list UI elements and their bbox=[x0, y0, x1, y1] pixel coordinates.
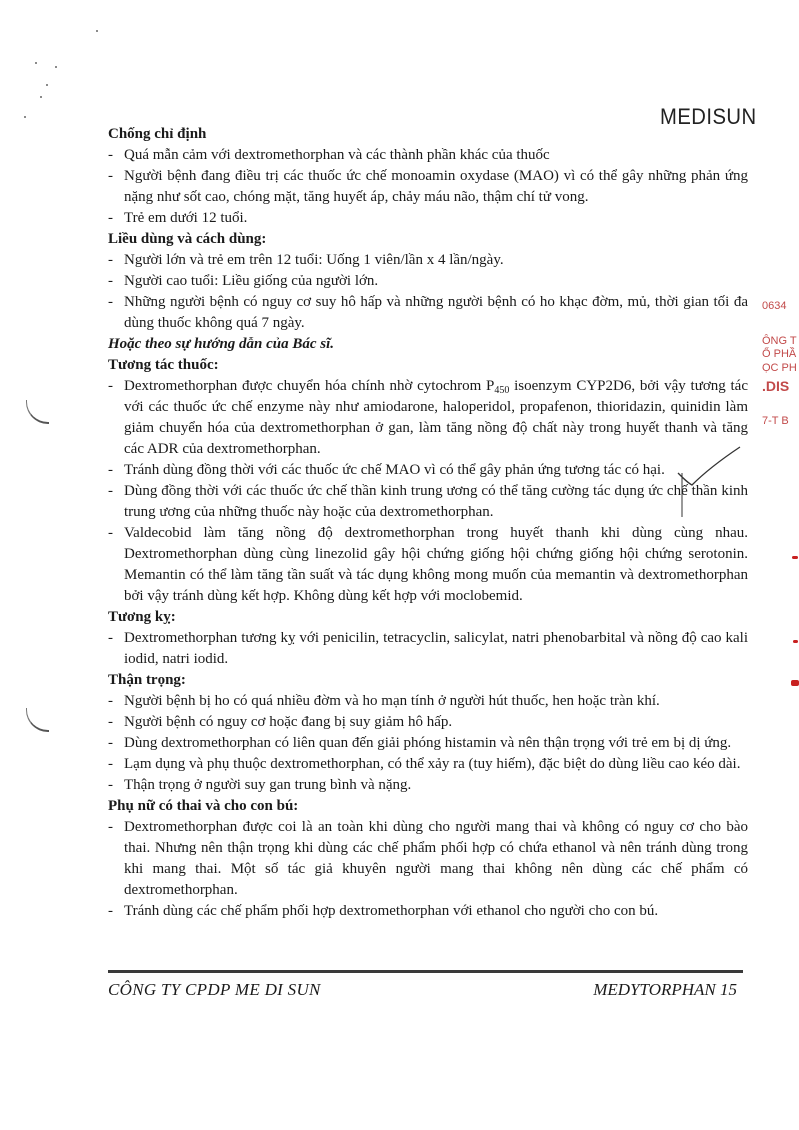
caution-heading: Thận trọng: bbox=[108, 672, 186, 688]
list-item: - Người bệnh đang điều trị các thuốc ức chế monoamin oxydase (MAO) vì có thể gây những phản ứng nặng như sốt cao, chóng mặt, tăng huyết áp, chảy máu não, thậm chí tử vong. bbox=[108, 166, 748, 208]
list-item: - Người lớn và trẻ em trên 12 tuổi: Uống 1 viên/lần x 4 lần/ngày. bbox=[108, 250, 748, 271]
dosage-heading: Liều dùng và cách dùng: bbox=[108, 231, 267, 247]
list-item: - Dùng đồng thời với các thuốc ức chế thần kinh trung ương có thể tăng cường tác dụng ức chế thần kinh trung ương của những thuốc này hoặc của dextromethorphan. bbox=[108, 481, 748, 523]
incompatibility-heading: Tương kỵ: bbox=[108, 609, 176, 625]
list-item: - Những người bệnh có nguy cơ suy hô hấp và những người bệnh có ho khạc đờm, mủ, thời gian tối đa dùng thuốc không quá 7 ngày. bbox=[108, 292, 748, 334]
interaction-text-part: Dextromethorphan được chuyển hóa chính nhờ cytochrom P bbox=[124, 378, 495, 394]
list-item: - Lạm dụng và phụ thuộc dextromethorphan, có thể xảy ra (tuy hiếm), đặc biệt do dùng liều cao kéo dài. bbox=[108, 754, 748, 775]
list-item: - Người bệnh có nguy cơ hoặc đang bị suy giảm hô hấp. bbox=[108, 712, 748, 733]
dosage-list bbox=[108, 250, 748, 334]
list-item: - Tránh dùng các chế phẩm phối hợp dextromethorphan với ethanol cho người cho con bú. bbox=[108, 901, 748, 922]
contraindications-heading: Chống chỉ định bbox=[108, 126, 207, 142]
list-item bbox=[108, 376, 748, 460]
scan-speck bbox=[46, 84, 48, 86]
incompatibility-list bbox=[108, 628, 748, 670]
list-item: - Tránh dùng đồng thời với các thuốc ức chế MAO vì có thể gây phản ứng tương tác có hại. bbox=[108, 460, 748, 481]
scan-speck bbox=[35, 62, 37, 64]
interactions-heading: Tương tác thuốc: bbox=[108, 357, 219, 373]
caution-list bbox=[108, 691, 748, 796]
list-item: - Quá mẫn cảm với dextromethorphan và các thành phần khác của thuốc bbox=[108, 145, 748, 166]
list-item: - Trẻ em dưới 12 tuổi. bbox=[108, 208, 748, 229]
punch-hole-mark bbox=[26, 400, 49, 424]
list-item: - Dextromethorphan tương kỵ với penicilin, tetracyclin, salicylat, natri phenobarbital và nồng độ cao kali iodid, natri iodid. bbox=[108, 628, 748, 670]
contraindications-list bbox=[108, 145, 748, 229]
list-item: - Người cao tuổi: Liều giống của người lớn. bbox=[108, 271, 748, 292]
scan-speck bbox=[55, 66, 57, 68]
stamp-text: .DIS bbox=[762, 378, 790, 394]
footer-company: CÔNG TY CPDP ME DI SUN bbox=[108, 980, 321, 999]
red-mark bbox=[791, 680, 799, 686]
interactions-list bbox=[108, 376, 748, 607]
list-item: - Dùng dextromethorphan có liên quan đến giải phóng histamin và nên thận trọng với trẻ em bị dị ứng. bbox=[108, 733, 748, 754]
medisun-logo: MEDISUN bbox=[660, 104, 757, 129]
stamp-text: Ổ PHẦ bbox=[762, 348, 797, 360]
stamp-text: ÔNG T bbox=[762, 335, 797, 347]
scan-speck bbox=[24, 116, 26, 118]
stamp-text: 7-T B bbox=[762, 415, 789, 427]
document-body bbox=[108, 124, 748, 922]
stamp-text: 0634 bbox=[762, 300, 787, 312]
footer-divider bbox=[108, 970, 743, 973]
handwritten-check-icon bbox=[670, 445, 750, 525]
stamp-text: ỌC PH bbox=[762, 362, 797, 374]
scan-speck bbox=[96, 30, 98, 32]
list-item: - Dextromethorphan được coi là an toàn khi dùng cho người mang thai và không có nguy cơ cho bào thai. Nhưng nên thận trọng khi dùng các chế phẩm phối hợp có chứa ethanol và nên tránh dùng trong khi mang thai. Một số tác giả khuyên người mang thai không nên dùng các chế phẩm có dextromethorphan. bbox=[108, 817, 748, 901]
punch-hole-mark bbox=[26, 708, 49, 732]
pregnancy-list bbox=[108, 817, 748, 922]
list-item: - Người bệnh bị ho có quá nhiều đờm và ho mạn tính ở người hút thuốc, hen hoặc tràn khí. bbox=[108, 691, 748, 712]
red-mark bbox=[792, 556, 798, 559]
footer-page-label: MEDYTORPHAN 15 bbox=[593, 980, 737, 999]
list-item: - Thận trọng ở người suy gan trung bình và nặng. bbox=[108, 775, 748, 796]
red-mark bbox=[793, 640, 798, 643]
list-item: - Valdecobid làm tăng nồng độ dextromethorphan trong huyết thanh khi dùng cùng nhau. Dextromethorphan dùng cùng linezolid gây hội chứng giống hội chứng giống hội chứng serotonin. Memantin có thể làm tăng tần suất và tác dụng không mong muốn của memantin và dextromethorphan bởi vậy tránh dùng kết hợp. Không dùng kết hợp với moclobemid. bbox=[108, 523, 748, 607]
subscript-450: 450 bbox=[494, 385, 510, 396]
red-stamp-fragment bbox=[762, 290, 799, 460]
doctor-guidance-note: Hoặc theo sự hướng dẫn của Bác sĩ. bbox=[108, 336, 335, 352]
scan-speck bbox=[40, 96, 42, 98]
pregnancy-heading: Phụ nữ có thai và cho con bú: bbox=[108, 798, 299, 814]
interaction-text-part: isoenzym CYP2D6, bởi vậy tương tác với các thuốc ức chế enzyme này như amiodarone, haloperidol, propafenon, thioridazin, quinidin làm giảm chuyển hóa của dextromethorphan ở gan, làm tăng nồng độ chất này trong huyết thanh và tăng các ADR của dextromethorphan. bbox=[124, 378, 748, 457]
